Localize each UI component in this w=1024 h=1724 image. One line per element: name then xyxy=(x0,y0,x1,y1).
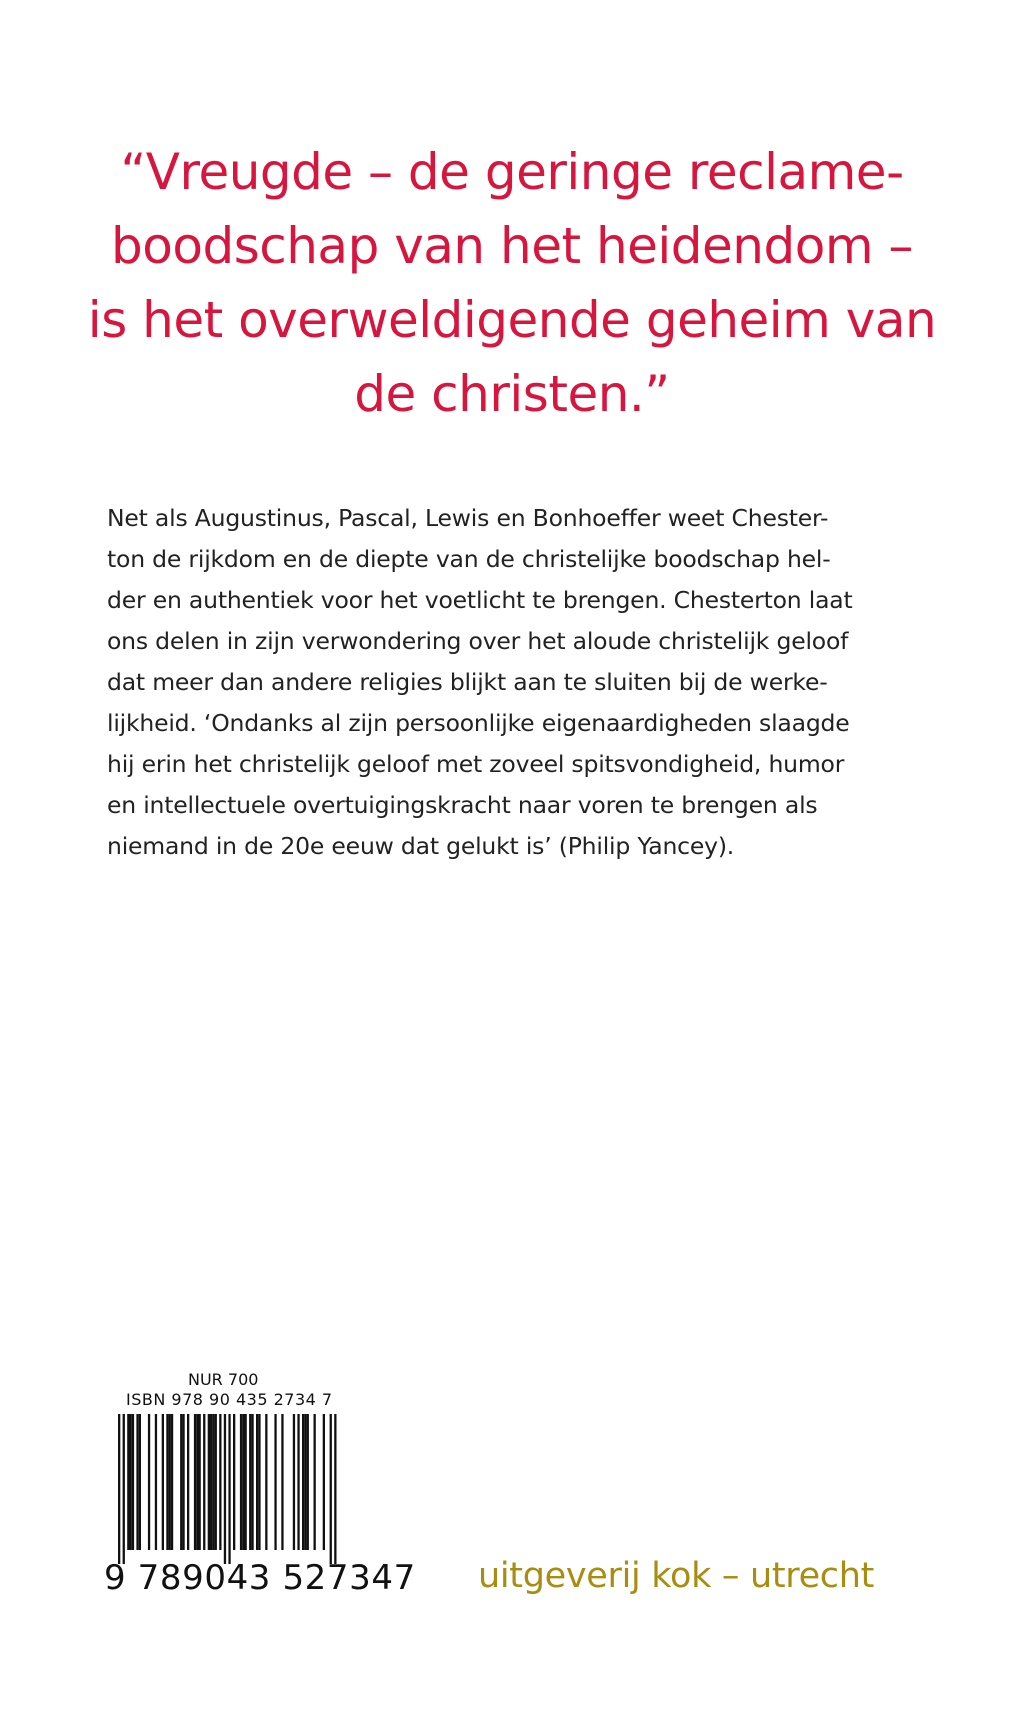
barcode-bar xyxy=(258,1414,260,1550)
barcode-bars xyxy=(104,1414,354,1564)
description-line: ton de rijkdom en de diepte van de christelijke boodschap hel- xyxy=(107,545,831,573)
barcode-bar xyxy=(123,1414,125,1564)
barcode-bar xyxy=(307,1414,309,1550)
barcode-bar xyxy=(171,1414,173,1550)
publisher-name: uitgeverij kok – utrecht xyxy=(478,1556,875,1596)
barcode-bar xyxy=(130,1414,132,1550)
barcode-bar xyxy=(208,1414,210,1550)
barcode-bar xyxy=(281,1414,283,1550)
barcode-bar xyxy=(219,1414,221,1550)
barcode-bar xyxy=(199,1414,201,1550)
barcode-bar xyxy=(297,1414,299,1550)
quote-line: “Vreugde – de geringe reclame- xyxy=(120,143,904,201)
barcode-bar xyxy=(242,1414,244,1550)
barcode-bar xyxy=(196,1414,198,1550)
barcode-bar xyxy=(212,1414,214,1550)
barcode-bar xyxy=(256,1414,258,1550)
barcode-bar xyxy=(187,1414,189,1550)
barcode-bar xyxy=(180,1414,182,1550)
isbn-number: ISBN 978 90 435 2734 7 xyxy=(126,1390,333,1409)
barcode-bar xyxy=(127,1414,129,1550)
quote-line: boodschap van het heidendom – xyxy=(111,217,913,275)
barcode-bar xyxy=(169,1414,171,1550)
barcode-bar xyxy=(249,1414,251,1550)
barcode-bar xyxy=(182,1414,184,1550)
barcode-bar xyxy=(245,1414,247,1550)
quote-line: is het overweldigende geheim van xyxy=(87,291,937,349)
nur-code: NUR 700 xyxy=(188,1370,259,1389)
barcode-bar xyxy=(274,1414,276,1550)
pull-quote xyxy=(80,135,944,431)
barcode-bar xyxy=(210,1414,212,1550)
description-line: niemand in de 20e eeuw dat gelukt is’ (Philip Yancey). xyxy=(107,832,735,860)
quote-line: de christen.” xyxy=(354,365,670,423)
barcode-bar xyxy=(293,1414,295,1550)
barcode-bar xyxy=(194,1414,196,1550)
barcode-bar xyxy=(162,1414,164,1550)
description-line: lijkheid. ‘Ondanks al zijn persoonlijke eigenaardigheden slaagde xyxy=(107,709,850,737)
barcode-bar xyxy=(330,1414,332,1564)
barcode-bar xyxy=(314,1414,316,1550)
barcode-bar xyxy=(139,1414,141,1550)
barcode-bar xyxy=(203,1414,205,1550)
barcode-bar xyxy=(155,1414,157,1550)
description-line: der en authentiek voor het voetlicht te brengen. Chesterton laat xyxy=(107,586,853,614)
barcode-bar xyxy=(323,1414,325,1550)
barcode-bar xyxy=(233,1414,235,1550)
book-description xyxy=(107,498,927,867)
barcode-bar xyxy=(302,1414,304,1550)
barcode-bar xyxy=(166,1414,168,1550)
barcode-bar xyxy=(265,1414,267,1550)
barcode-block xyxy=(104,1370,416,1598)
description-line: dat meer dan andere religies blijkt aan te sluiten bij de werke- xyxy=(107,668,828,696)
barcode-bar xyxy=(118,1414,120,1564)
description-line: ons delen in zijn verwondering over het aloude christelijk geloof xyxy=(107,627,849,655)
barcode-bar xyxy=(228,1414,230,1564)
description-line: hij erin het christelijk geloof met zoveel spitsvondigheid, humor xyxy=(107,750,845,778)
barcode-bar xyxy=(224,1414,226,1564)
barcode-bar xyxy=(251,1414,253,1550)
barcode-bar xyxy=(136,1414,138,1550)
barcode-bar xyxy=(148,1414,150,1550)
description-line: Net als Augustinus, Pascal, Lewis en Bonhoeffer weet Chester- xyxy=(107,504,829,532)
barcode-bar xyxy=(215,1414,217,1550)
description-line: en intellectuele overtuigingskracht naar voren te brengen als xyxy=(107,791,818,819)
barcode-digits: 9 789043 527347 xyxy=(104,1558,416,1598)
barcode-bar xyxy=(132,1414,134,1550)
barcode-bar xyxy=(304,1414,306,1550)
barcode-bar xyxy=(334,1414,336,1564)
barcode-bar xyxy=(240,1414,242,1550)
